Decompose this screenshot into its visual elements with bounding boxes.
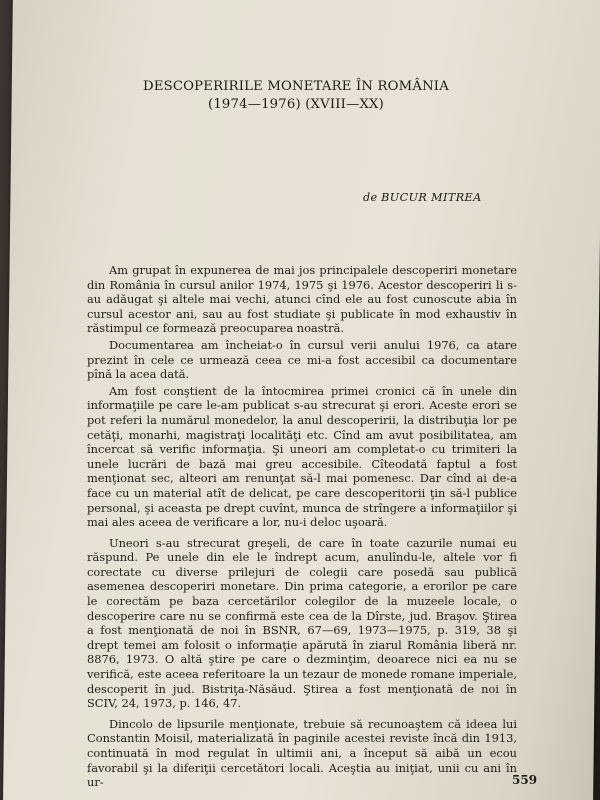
title-line-1: DESCOPERIRILE MONETARE ÎN ROMÂNIA (143, 79, 449, 94)
title-line-2: (1974—1976) (XVIII—XX) (208, 97, 384, 112)
paragraph: Am fost conştient de la întocmirea primei cronici că în unele din informaţiile pe care le-am publicat s-au strecurat şi erori. Aceste erori se pot referi la numărul monedelor, la anul descoperirii, la distribuţia lor pe cetăţi, monarhi, magistraţi localităţi etc. Cînd am avut posibilitatea, am încercat să verific informaţia. Şi uneori am completat-o cu trimiteri la unele lucrări de bază mai greu accesibile. Cîteodată faptul a fost menţionat sec, alteori am renunţat să-l mai pomenesc. Dar cînd ai de-a face cu un material atît de delicat, pe care descoperitorii ţin să-l publice personal, şi aceasta pe drept cuvînt, munca de strîngere a informaţiilor şi mai ales aceea de verificare a lor, nu-i deloc uşoară. (87, 383, 517, 530)
author-line (363, 191, 482, 204)
article-title (80, 78, 512, 114)
paragraph: Dincolo de lipsurile menţionate, trebuie să recunoaştem că ideea lui Constantin Moisil, materializată în paginile acestei reviste încă din 1913, continuată în mod regulat în ultimii ani, a început să aibă un ecou favorabil şi la diferiţii cercetători locali. Aceştia au iniţiat, unii cu ani în ur- (87, 716, 517, 790)
author-prefix: de (363, 191, 378, 204)
paragraph: Documentarea am încheiat-o în cursul verii anului 1976, ca atare prezint în cele ce urmează ceea ce mi-a fost accesibil ca documentare pînă la acea dată. (87, 337, 517, 382)
paragraph: Uneori s-au strecurat greşeli, de care în toate cazurile numai eu răspund. Pe unele din ele le îndrept acum, anulîndu-le, altele vor fi corectate cu diverse prilejuri de colegii care posedă sau publică asemenea descoperiri monetare. Din prima categorie, a erorilor pe care le corectăm pe baza cercetărilor colegilor de la muzeele locale, o descoperire care nu se confirmă este cea de la Dîrste, jud. Braşov. Ştirea a fost menţionată de noi în BSNR, 67—69, 1973—1975, p. 319, 38 şi drept temei am folosit o informaţie apărută în ziarul România liberă nr. 8876, 1973. O altă ştire pe care o dezminţim, deoarece nici ea nu se verifică, este aceea referitoare la un tezaur de monede romane imperiale, descoperit în jud. Bistriţa-Năsăud. Ştirea a fost menţionată de noi în SCIV, 24, 1973, p. 146, 47. (87, 535, 517, 711)
author-name: BUCUR MITREA (381, 191, 482, 204)
paragraph: Am grupat în expunerea de mai jos principalele descoperiri monetare din România în cursul anilor 1974, 1975 şi 1976. Acestor descoperiri li s-au adăugat şi altele mai vechi, atunci cînd ele au fost cunoscute abia în cursul acestor ani, sau au fost studiate şi publicate în mod exhaustiv în răstimpul ce formează preocuparea noastră. (87, 263, 517, 336)
page-number: 559 (512, 773, 538, 787)
article-body (87, 263, 517, 790)
